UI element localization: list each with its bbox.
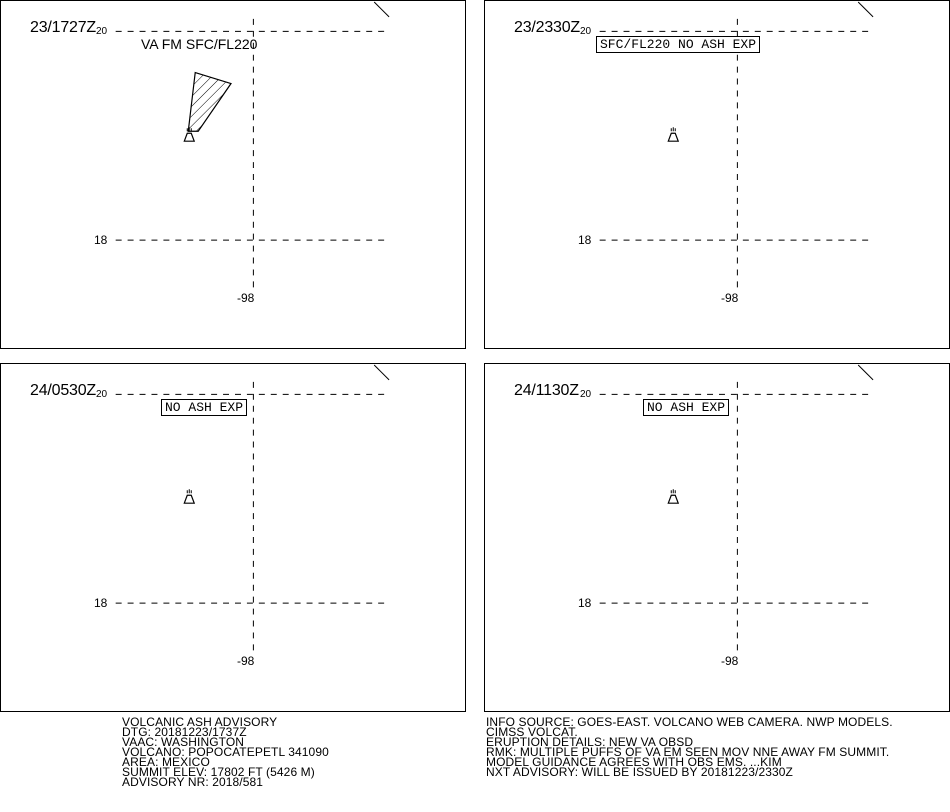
- advisory-summit-elev: SUMMIT ELEV: 17802 FT (5426 M): [122, 765, 315, 779]
- ash-cloud-label: NO ASH EXP: [643, 399, 729, 416]
- eruption-details: ERUPTION DETAILS: NEW VA OBSD: [486, 735, 694, 749]
- longitude-label: -98: [237, 654, 255, 668]
- north-arrow-icon: [858, 365, 873, 380]
- volcano-icon: [668, 127, 678, 141]
- volcano-icon: [668, 489, 678, 503]
- forecast-panel-4: [484, 363, 950, 712]
- volcano-icon: [184, 489, 194, 503]
- latitude-label-top: 20: [580, 389, 592, 400]
- map-graticule-1: [1, 1, 465, 348]
- latitude-label-top: 20: [96, 389, 108, 400]
- advisory-volcano: VOLCANO: POPOCATEPETL 341090: [122, 745, 329, 759]
- latitude-label: 18: [578, 233, 592, 247]
- forecast-time: 23/2330Z: [514, 19, 581, 36]
- advisory-vaac: VAAC: WASHINGTON: [122, 735, 245, 749]
- north-arrow-icon: [374, 365, 389, 380]
- advisory-area: AREA: MEXICO: [122, 755, 210, 769]
- remarks-cont: MODEL GUIDANCE AGREES WITH OBS EMS. ...KIM: [486, 755, 782, 769]
- ash-cloud-polygon: [188, 73, 231, 132]
- info-source-cont: CIMSS VOLCAT.: [486, 725, 578, 739]
- advisory-header: [122, 717, 329, 787]
- map-graticule-2: [485, 1, 949, 348]
- forecast-panel-2: [484, 0, 950, 349]
- map-graticule-4: [485, 364, 949, 711]
- next-advisory: NXT ADVISORY: WILL BE ISSUED BY 20181223/2330Z: [486, 765, 793, 779]
- ash-cloud-label: VA FM SFC/FL220: [141, 36, 258, 52]
- forecast-panel-1: [0, 0, 466, 349]
- advisory-details: [486, 717, 893, 777]
- advisory-number: ADVISORY NR: 2018/581: [122, 775, 264, 789]
- advisory-title: VOLCANIC ASH ADVISORY: [122, 715, 278, 729]
- longitude-label: -98: [721, 654, 739, 668]
- remarks: RMK: MULTIPLE PUFFS OF VA EM SEEN MOV NNE AWAY FM SUMMIT.: [486, 745, 890, 759]
- forecast-time: 24/0530Z: [30, 382, 97, 399]
- forecast-time: 23/1727Z: [30, 19, 97, 36]
- forecast-panel-3: [0, 363, 466, 712]
- north-arrow-icon: [374, 2, 389, 17]
- latitude-label-top: 20: [96, 26, 108, 37]
- latitude-label-top: 20: [580, 26, 592, 37]
- ash-cloud-label: SFC/FL220 NO ASH EXP: [596, 36, 760, 53]
- latitude-label: 18: [578, 596, 592, 610]
- map-graticule-3: [1, 364, 465, 711]
- longitude-label: -98: [721, 291, 739, 305]
- north-arrow-icon: [858, 2, 873, 17]
- forecast-time: 24/1130Z: [514, 382, 579, 399]
- longitude-label: -98: [237, 291, 255, 305]
- latitude-label: 18: [94, 596, 108, 610]
- ash-cloud-label: NO ASH EXP: [161, 399, 247, 416]
- advisory-dtg: DTG: 20181223/1737Z: [122, 725, 247, 739]
- info-source: INFO SOURCE: GOES-EAST. VOLCANO WEB CAMERA. NWP MODELS.: [486, 715, 893, 729]
- latitude-label: 18: [94, 233, 108, 247]
